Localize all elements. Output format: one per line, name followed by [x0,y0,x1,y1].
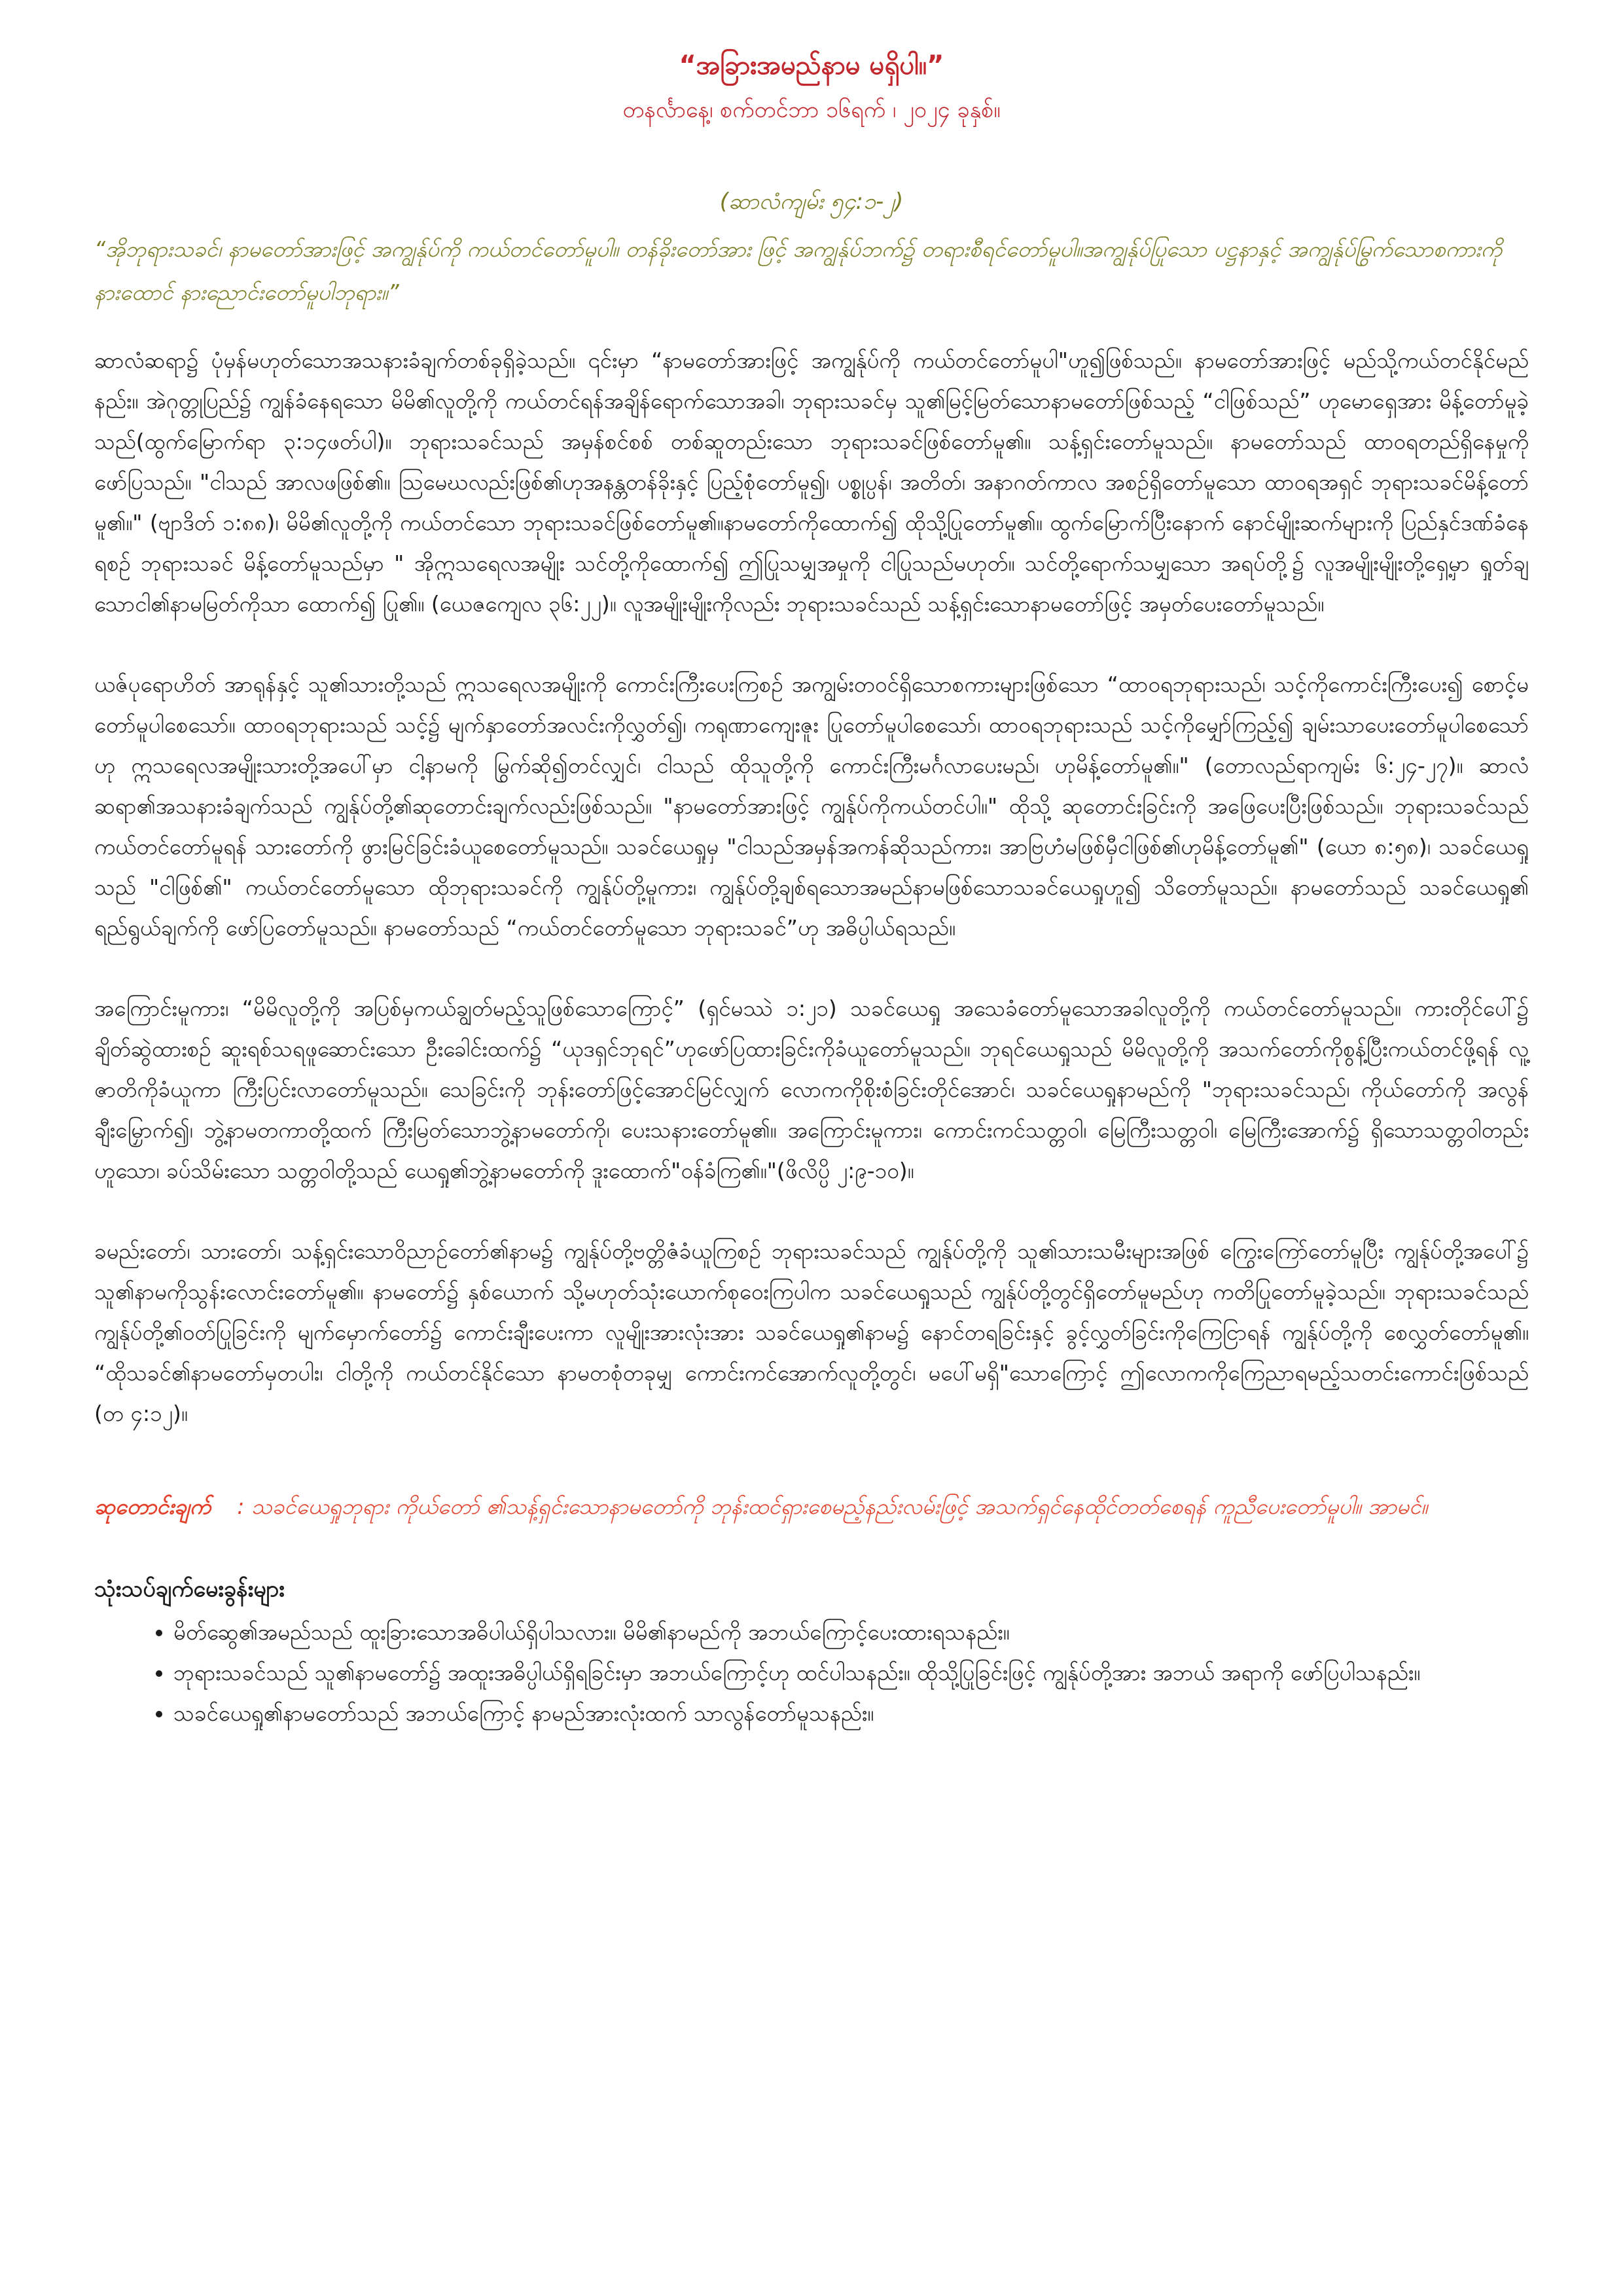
reflection-heading: သုံးသပ်ချက်မေးခွန်းများ [94,1576,285,1602]
body-paragraph: အကြောင်းမူကား၊ “မိမိလူတို့ကို အပြစ်မှကယ်ချွတ်မည့်သူဖြစ်သောကြောင့်” (ရှင်မဿဲ ၁:၂၁) သခင်ယေရှု အသေခံတော်မူသောအခါလူတို့ကို ကယ်တင်တော်မူသည်။ ကားတိုင်ပေါ်၌ ချိတ်ဆွဲထားစဉ် ဆူးရစ်သရဖူဆောင်းသော ဦးခေါင်းထက်၌ “ယုဒရှင်ဘုရင်”ဟုဖော်ပြထားခြင်းကိုခံယူတော်မူသည်။ ဘုရင်ယေရှုသည် မိမိလူတို့ကို အသက်တော်ကိုစွန့်ပြီးကယ်တင်ဖို့ရန် လူ့ဇာတိကိုခံယူကာ ကြီးပြင်းလာတော်မူသည်။ သေခြင်းကို ဘုန်းတော်ဖြင့်အောင်မြင်လျှက် လောကကိုစိုးစံခြင်းတိုင်အောင်၊ သခင်ယေရှုနာမည်ကို "ဘုရားသခင်သည်၊ ကိုယ်တော်ကို အလွန်ချီးမြှောက်၍၊ ဘွဲ့နာမတကာတို့ထက် ကြီးမြတ်သောဘွဲ့နာမတော်ကို၊ ပေးသနားတော်မူ၏။ အကြောင်းမူကား၊ ကောင်းကင်သတ္တဝါ၊ မြေကြီးသတ္တဝါ၊ မြေကြီးအောက်၌ ရှိသောသတ္တဝါတည်းဟူသော၊ ခပ်သိမ်းသော သတ္တဝါတို့သည် ယေရှု၏ဘွဲ့နာမတော်ကို ဒူးထောက်"ဝန်ခံကြ၏။"(ဖိလိပ္ပိ ၂:၉-၁၀)။ [94,996,1529,1183]
reflection-question: • မိတ်ဆွေ၏အမည်သည် ထူးခြားသောအဓိပါယ်ရှိပါသလား။ မိမိ၏နာမည်ကို အဘယ်ကြောင့်ပေးထားရသနည်း။ [173,1612,1529,1653]
reflection-question: • ဘုရားသခင်သည် သူ၏နာမတော်၌ အထူးအဓိပ္ပါယ်ရှိရခြင်းမှာ အဘယ်ကြောင့်ဟု ထင်ပါသနည်း။ ထိုသို့ပြုခြင်းဖြင့် ကျွန်ုပ်တို့အား အဘယ် အရာကို ဖော်ပြပါသနည်း။ [173,1653,1529,1693]
body-paragraph: ဆာလံဆရာ၌ ပုံမှန်မဟုတ်သောအသနားခံချက်တစ်ခုရှိခဲ့သည်။ ၎င်းမှာ “နာမတော်အားဖြင့် အကျွန်ုပ်ကို ကယ်တင်တော်မူပါ"ဟူ၍ဖြစ်သည်။ နာမတော်အားဖြင့် မည်သို့ကယ်တင်နိုင်မည်နည်း။ အဲဂုတ္တုပြည်၌ ကျွန်ခံနေရသော မိမိ၏လူတို့ကို ကယ်တင်ရန်အချိန်ရောက်သောအခါ၊ ဘုရားသခင်မှ သူ၏မြင့်မြတ်သောနာမတော်ဖြစ်သည့် “ငါဖြစ်သည်” ဟုမောရှေအား မိန့်တော်မူခဲ့သည်(ထွက်မြောက်ရာ ၃:၁၄ဖတ်ပါ)။ ဘုရားသခင်သည် အမှန်စင်စစ် တစ်ဆူတည်းသော ဘုရားသခင်ဖြစ်တော်မူ၏။ သန့်ရှင်းတော်မူသည်။ နာမတော်သည် ထာဝရတည်ရှိနေမှုကို ဖော်ပြသည်။ "ငါသည် အာလဖဖြစ်၏။ ဩမေဃလည်းဖြစ်၏ဟုအနန္တတန်ခိုးနှင့် ပြည့်စုံတော်မူ၍၊ ပစ္စုပ္ပန်၊ အတိတ်၊ အနာဂတ်ကာလ အစဉ်ရှိတော်မူသော ထာဝရအရှင် ဘုရားသခင်မိန့်တော်မူ၏။" (ဗျာဒိတ် ၁:၈၈)၊ မိမိ၏လူတို့ကို ကယ်တင်သော ဘုရားသခင်ဖြစ်တော်မူ၏။နာမတော်ကိုထောက်၍ ထိုသို့ပြုတော်မူ၏။ ထွက်မြောက်ပြီးနောက် နောင်မျိုးဆက်များကို ပြည်နှင်ဒဏ်ခံနေရစဉ် ဘုရားသခင် မိန့်တော်မူသည်မှာ " အိုဣသရေလအမျိုး သင်တို့ကိုထောက်၍ ဤပြုသမျှအမှုကို ငါပြုသည်မဟုတ်။ သင်တို့ရောက်သမျှသော အရပ်တို့၌ လူအမျိုးမျိုးတို့ရှေ့မှာ ရှုတ်ချသောငါ၏နာမမြတ်ကိုသာ ထောက်၍ ပြု၏။ (ယေဇကျေလ ၃၆:၂၂)။ လူအမျိုးမျိုးကိုလည်း ဘုရားသခင်သည် သန့်ရှင်းသောနာမတော်ဖြင့် အမှတ်ပေးတော်မူသည်။ [94,348,1529,617]
date-line: တနင်္လာနေ့၊ စက်တင်ဘာ ၁၆ရက် ၊ ၂၀၂၄ ခုနှစ်။ [622,97,1001,123]
prayer-label: ဆုတောင်းချက် [94,1494,211,1519]
page-title: “အခြားအမည်နာမ မရှိပါ။” [679,50,944,81]
scripture-reference: (ဆာလံကျမ်း ၅၄:၁-၂) [719,188,904,215]
body-paragraph: ခမည်းတော်၊ သားတော်၊ သန့်ရှင်းသောဝိညာဉ်တော်၏နာမ၌ ကျွန်ုပ်တို့ဗတ္တိဇံခံယူကြစဉ် ဘုရားသခင်သည် ကျွန်ုပ်တို့ကို သူ၏သားသမီးများအဖြစ် ကြွေးကြော်တော်မူပြီး ကျွန်ုပ်တို့အပေါ်၌ သူ၏နာမကိုသွန်းလောင်းတော်မူ၏။ နာမတော်၌ နှစ်ယောက် သို့မဟုတ်သုံးယောက်စုဝေးကြပါက သခင်ယေရှုသည် ကျွန်ုပ်တို့တွင်ရှိတော်မူမည်ဟု ကတိပြုတော်မူခဲ့သည်။ ဘုရားသခင်သည်ကျွန်ုပ်တို့၏ဝတ်ပြုခြင်းကို မျက်မှောက်တော်၌ ကောင်းချီးပေးကာ လူမျိုးအားလုံးအား သခင်ယေရှု၏နာမ၌ နောင်တရခြင်းနှင့် ခွင့်လွှတ်ခြင်းကိုကြေငြာရန် ကျွန်ုပ်တို့ကို စေလွှတ်တော်မူ၏။ “ထိုသခင်၏နာမတော်မှတပါး၊ ငါတို့ကို ကယ်တင်နိုင်သော နာမတစုံတခုမျှ ကောင်းကင်အောက်လူတို့တွင်၊ မပေါ်မရှိ"သောကြောင့် ဤလောကကိုကြေညာရမည့်သတင်းကောင်းဖြစ်သည် (တ ၄:၁၂)။ [94,1238,1529,1426]
reflection-question: • သခင်ယေရှု၏နာမတော်သည် အဘယ်ကြောင့် နာမည်အားလုံးထက် သာလွန်တော်မူသနည်း။ [173,1693,1529,1734]
body-paragraph: ယဇ်ပုရောဟိတ် အာရုန်နှင့် သူ၏သားတို့သည် ဣသရေလအမျိုးကို ကောင်းကြီးပေးကြစဉ် အကျွမ်းတဝင်ရှိသောစကားများဖြစ်သော “ထာဝရဘုရားသည်၊ သင့်ကိုကောင်းကြီးပေး၍ စောင့်မတော်မူပါစေသော်။ ထာဝရဘုရားသည် သင့်၌ မျက်နှာတော်အလင်းကိုလွှတ်၍၊ ကရုဏာကျေးဇူး ပြုတော်မူပါစေသော်၊ ထာဝရဘုရားသည် သင့်ကိုမျှော်ကြည့်၍ ချမ်းသာပေးတော်မူပါစေသော်ဟု ဣသရေလအမျိုးသားတို့အပေါ်မှာ ငါ့နာမကို မြွက်ဆို၍တင်လျှင်၊ ငါသည် ထိုသူတို့ကို ကောင်းကြီးမင်္ဂလာပေးမည်၊ ဟုမိန့်တော်မူ၏။" (တောလည်ရာကျမ်း ၆:၂၄-၂၇)။ ဆာလံဆရာ၏အသနားခံချက်သည် ကျွန်ုပ်တို့၏ဆုတောင်းချက်လည်းဖြစ်သည်။ "နာမတော်အားဖြင့် ကျွန်ုပ်ကိုကယ်တင်ပါ။" ထိုသို့ ဆုတောင်းခြင်းကို အဖြေပေးပြီးဖြစ်သည်။ ဘုရားသခင်သည် ကယ်တင်တော်မူရန် သားတော်ကို ဖွားမြင်ခြင်းခံယူစေတော်မူသည်။ သခင်ယေရှုမှ "ငါသည်အမှန်အကန်ဆိုသည်ကား၊ အာဗြဟံမဖြစ်မှီငါဖြစ်၏ဟုမိန့်တော်မူ၏" (ယော ၈:၅၈)၊ သခင်ယေရှုသည် "ငါဖြစ်၏" ကယ်တင်တော်မူသော ထိုဘုရားသခင်ကို ကျွန်ုပ်တို့မူကား၊ ကျွန်ုပ်တို့ချစ်ရသောအမည်နာမဖြစ်သောသခင်ယေရှုဟူ၍ သိတော်မူသည်။ နာမတော်သည် သခင်ယေရှု၏ ရည်ရွယ်ချက်ကို ဖော်ပြတော်မူသည်။ နာမတော်သည် “ကယ်တင်တော်မူသော ဘုရားသခင်”ဟု အဓိပ္ပါယ်ရသည်။ [94,672,1529,941]
scripture-text: “အိုဘုရားသခင်၊ နာမတော်အားဖြင့် အကျွန်ုပ်ကို ကယ်တင်တော်မူပါ။ တန်ခိုးတော်အား ဖြင့် အကျွန်ုပ်ဘက်၌ တရားစီရင်တော်မူပါ။အကျွန်ုပ်ပြုသော ပဋ္ဌနာနှင့် အကျွန်ုပ်မြွက်သောစကားကို နားထောင် နားညောင်းတော်မူပါဘုရား။” [94,236,1503,305]
prayer-text: : သခင်ယေရှုဘုရား ကိုယ်တော် ၏သန့်ရှင်းသောနာမတော်ကို ဘုန်းထင်ရှားစေမည့်နည်းလမ်းဖြင့် အသက်ရှင်နေထိုင်တတ်စေရန် ကူညီပေးတော်မူပါ။ အာမင်။ [237,1494,1428,1519]
reflection-question-list [94,1612,1529,1734]
prayer-block [94,1486,1529,1527]
